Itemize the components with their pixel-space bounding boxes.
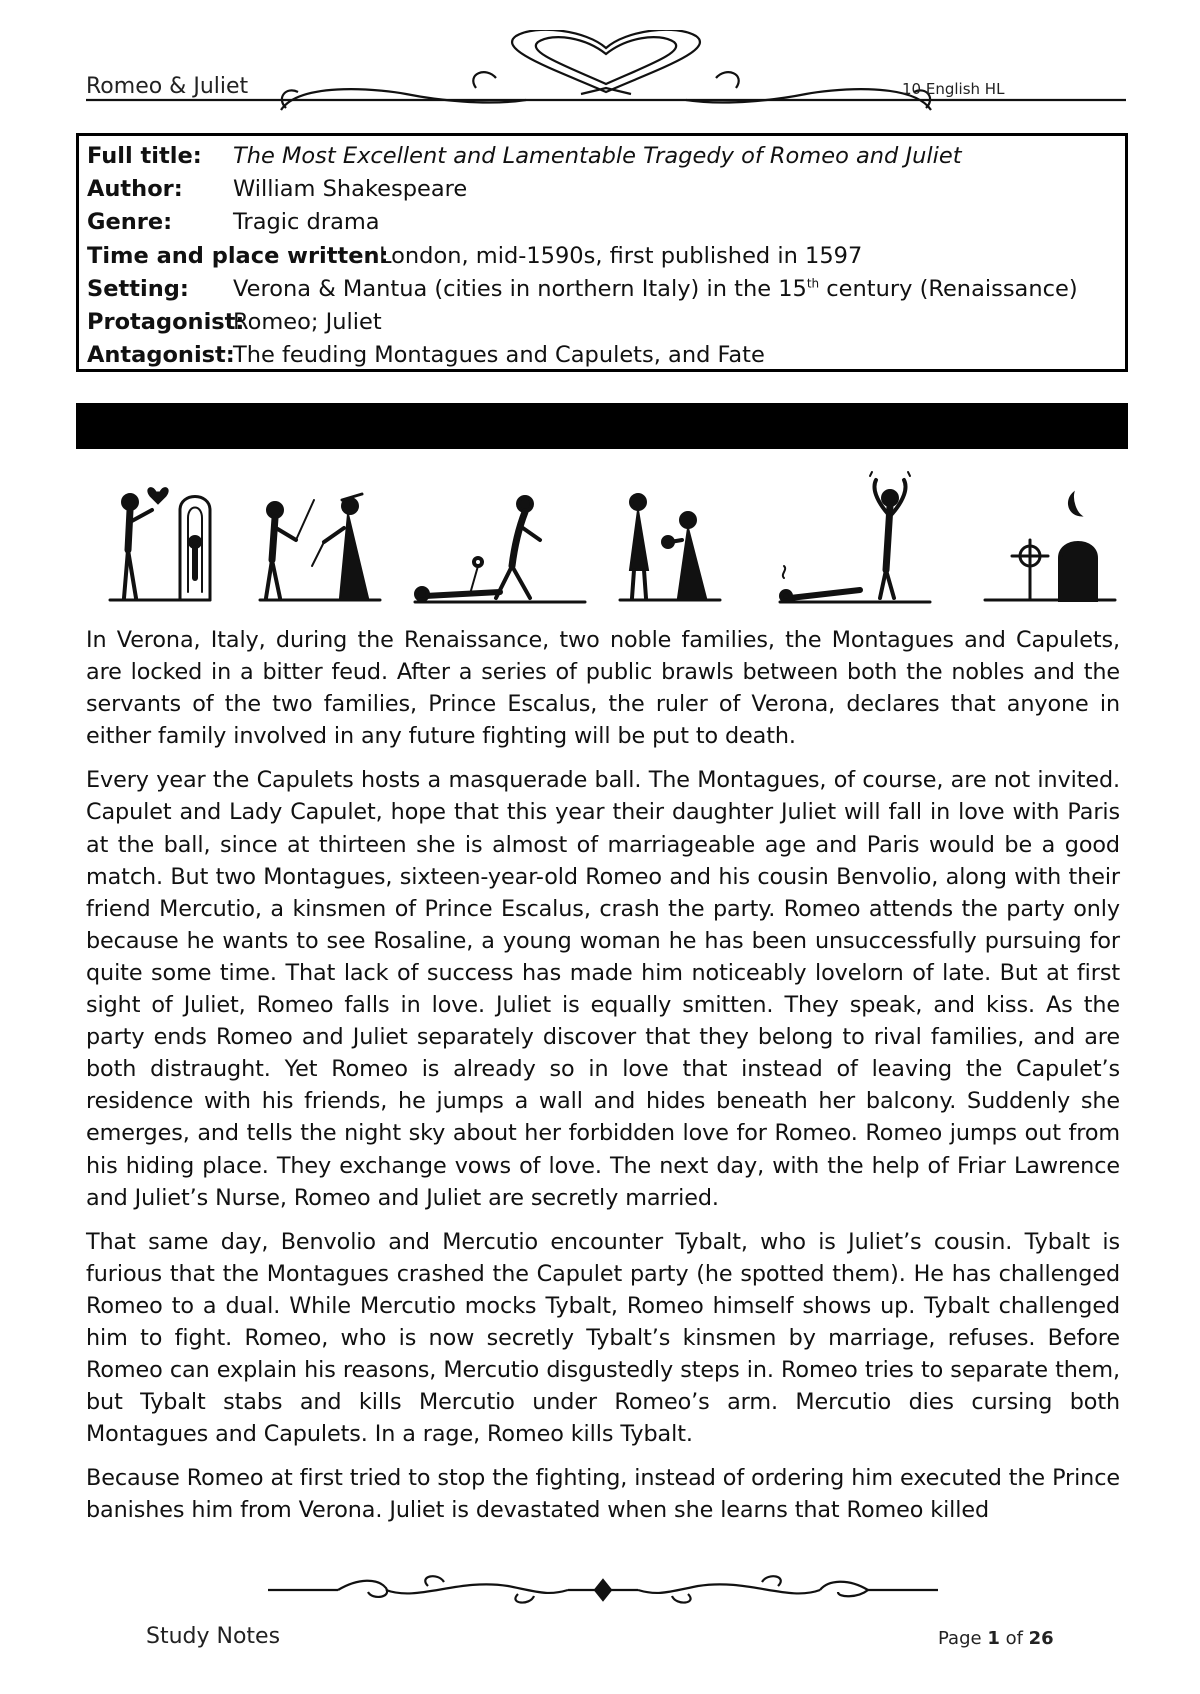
page-total: 26 — [1028, 1628, 1054, 1649]
setting-value-sup: th — [806, 276, 820, 291]
page-number — [938, 1628, 1054, 1649]
page-current: 1 — [987, 1628, 1000, 1649]
page-of: of — [999, 1628, 1029, 1649]
protagonist-label: Protagonist: — [87, 308, 245, 335]
info-row-antagonist — [87, 339, 1125, 372]
page-word: Page — [938, 1628, 988, 1649]
time-place-value: London, mid-1590s, first published in 1597 — [379, 242, 863, 269]
header-course: 10 English HL — [902, 80, 1005, 98]
author-value: William Shakespeare — [233, 176, 468, 203]
footer-study-notes: Study Notes — [146, 1624, 281, 1649]
story-illustration-strip-icon — [100, 470, 1120, 610]
paragraph-1: In Verona, Italy, during the Renaissance, two noble families, the Montagues and Capulets, are locked in a bitter feud. After a series of public brawls between both the nobles and the servants of the two families, Prince Escalus, the ruler of Verona, declares that anyone in either family involved in any future fighting will be put to death. — [86, 627, 1120, 750]
info-row-author — [87, 173, 1125, 206]
time-place-label: Time and place written: — [87, 242, 389, 269]
info-row-full-title — [87, 140, 1125, 173]
paragraph-4: Because Romeo at first tried to stop the fighting, instead of ordering him executed the Prince banishes him from Verona. Juliet is devastated when she learns that Romeo killed — [86, 1465, 1120, 1524]
header-title: Romeo & Juliet — [86, 74, 249, 99]
genre-label: Genre: — [87, 209, 173, 236]
antagonist-value: The feuding Montagues and Capulets, and Fate — [233, 342, 765, 369]
setting-value-after: century (Renaissance) — [819, 275, 1078, 302]
paragraph-2: Every year the Capulets hosts a masquerade ball. The Montagues, of course, are not invited. Capulet and Lady Capulet, hope that this year their daughter Juliet will fall in love with Paris at the ball, since at thirteen she is almost of marriageable age and Paris would be a good match. But two Montagues, sixteen-year-old Romeo and his cousin Benvolio, along with their friend Mercutio, a kinsmen of Prince Escalus, crash the party. Romeo attends the party only because he wants to see Rosaline, a young woman he has been unsuccessfully pursuing for quite some time. That lack of success has made him noticeably lovelorn of late. But at first sight of Juliet, Romeo falls in love. Juliet is equally smitten. They speak, and kiss. As the party ends Romeo and Juliet separately discover that they belong to rival families, and are both distraught. Yet Romeo is already so in love that instead of leaving the Capulet’s residence with his friends, he jumps a wall and hides beneath her balcony. Suddenly she emerges, and tells the night sky about her forbidden love for Romeo. Romeo jumps out from his hiding place. They exchange vows of love. The next day, with the help of Friar Lawrence and Juliet’s Nurse, Romeo and Juliet are secretly married. — [86, 767, 1120, 1211]
genre-value: Tragic drama — [233, 209, 380, 236]
paragraph-3: That same day, Benvolio and Mercutio encounter Tybalt, who is Juliet’s cousin. Tybalt is furious that the Montagues crashed the Capulet party (he spotted them). He has challenged Romeo to a dual. While Mercutio mocks Tybalt, Romeo himself shows up. Tybalt challenged him to fight. Romeo, who is now secretly Tybalt’s kinsmen by marriage, refuses. Before Romeo can explain his reasons, Mercutio disgustedly steps in. Romeo tries to separate them, but Tybalt stabs and kills Mercutio under Romeo’s arm. Mercutio dies cursing both Montagues and Capulets. In a rage, Romeo kills Tybalt. — [86, 1228, 1120, 1448]
section-black-bar — [76, 403, 1128, 449]
synopsis-body — [86, 624, 1120, 1539]
antagonist-label: Antagonist: — [87, 342, 235, 369]
setting-value — [233, 273, 1078, 306]
info-row-setting — [87, 273, 1125, 306]
info-row-time-place — [87, 240, 1125, 273]
full-title-label: Full title: — [87, 143, 202, 169]
info-row-protagonist — [87, 306, 1125, 339]
setting-label: Setting: — [87, 275, 189, 302]
protagonist-value: Romeo; Juliet — [233, 308, 382, 335]
play-info-box — [76, 133, 1128, 372]
footer-scroll-ornament-icon — [268, 1572, 938, 1608]
setting-value-before: Verona & Mantua (cities in northern Italy) in the 15 — [233, 275, 807, 302]
full-title-value: The Most Excellent and Lamentable Tragedy of Romeo and Juliet — [233, 143, 962, 169]
info-row-genre — [87, 206, 1125, 239]
page-header — [86, 30, 1126, 130]
author-label: Author: — [87, 176, 183, 203]
